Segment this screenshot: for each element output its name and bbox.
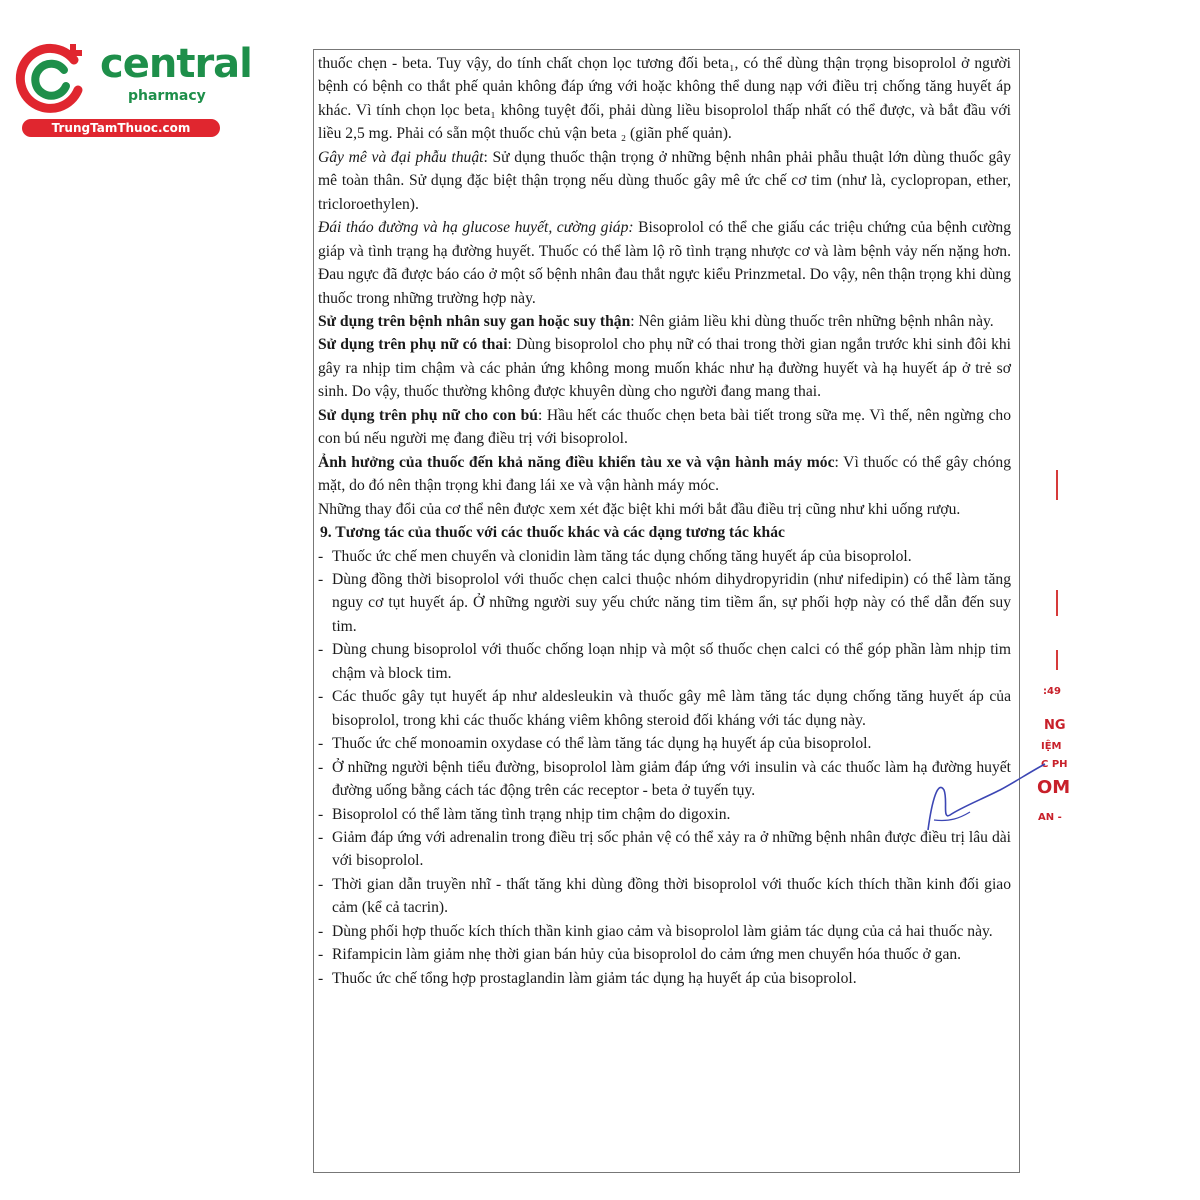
list-item xyxy=(318,967,1011,990)
stamp-edge-mark xyxy=(1056,650,1058,670)
stamp-fragment: IỆM xyxy=(1041,741,1062,752)
list-item-text: Thuốc ức chế monoamin oxydase có thể làm tăng tác dụng hạ huyết áp của bisoprolol. xyxy=(332,735,872,753)
list-item-text: Giảm đáp ứng với adrenalin trong điều trị sốc phản vệ có thể xảy ra ở những bệnh nhân được điều trị lâu dài với bisoprolol. xyxy=(332,828,1011,870)
text-pregnancy: : Dùng bisoprolol cho phụ nữ có thai trong thời gian ngắn trước khi sinh đôi khi gây ra nhịp tim chậm và các phản ứng không mong muốn khác như hạ đường huyết và hạ huyết áp ở trẻ sơ sinh. Do vậy, thuốc thường không được khuyên dùng cho người đang mang thai. xyxy=(318,336,1011,401)
paragraph-pregnancy xyxy=(318,333,1011,403)
dash-bullet: - xyxy=(318,735,324,753)
list-item-text: Dùng phối hợp thuốc kích thích thần kinh giao cảm và bisoprolol làm giảm tác dụng của cả hai thuốc này. xyxy=(332,922,993,940)
dash-bullet: - xyxy=(318,946,324,964)
list-item-text: Rifampicin làm giảm nhẹ thời gian bán hủy của bisoprolol do cảm ứng men chuyển hóa thuốc ở gan. xyxy=(332,946,962,964)
stamp-edge-mark xyxy=(1056,590,1058,616)
text-anesthesia: : Sử dụng thuốc thận trọng ở những bệnh nhân phải phẫu thuật lớn dùng thuốc gây mê toàn thân. Sử dụng đặc biệt thận trọng nếu dùng thuốc gây mê ức chế cơ tim (như là, cyclopropan, ether, tricloroethylen). xyxy=(318,148,1012,213)
dash-bullet: - xyxy=(318,969,324,987)
heading-anesthesia: Gây mê và đại phẫu thuật xyxy=(318,148,484,166)
paragraph-anesthesia xyxy=(318,146,1011,216)
section-heading-interactions: 9. Tương tác của thuốc với các thuốc khác và các dạng tương tác khác xyxy=(320,524,785,542)
central-pharmacy-logo xyxy=(12,36,252,136)
leaflet-page xyxy=(313,49,1020,1173)
stamp-fragment: OM xyxy=(1037,777,1071,798)
stamp-fragment: NG xyxy=(1044,718,1066,733)
list-item-text: Các thuốc gây tụt huyết áp như aldesleukin và thuốc gây mê làm tăng tác dụng chống tăng huyết áp của bisoprolol, trong khi các thuốc kháng viêm không steroid đối kháng với tác dụng này. xyxy=(332,688,1011,729)
logo-wordmark: central xyxy=(100,41,252,87)
heading-breastfeeding: Sử dụng trên phụ nữ cho con bú xyxy=(318,406,538,424)
list-item-text: Bisoprolol có thể làm tăng tình trạng nhịp tim chậm do digoxin. xyxy=(332,805,731,823)
list-item xyxy=(318,943,1011,966)
dash-bullet: - xyxy=(318,641,324,659)
list-item xyxy=(318,756,1011,803)
paragraph-breastfeeding xyxy=(318,404,1011,451)
heading-diabetes: Đái tháo đường và hạ glucose huyết, cường giáp: xyxy=(318,219,634,237)
paragraph-hepatic-renal xyxy=(318,310,1011,333)
list-item xyxy=(318,732,1011,755)
paragraph-driving xyxy=(318,451,1011,498)
list-item-text: Dùng đồng thời bisoprolol với thuốc chẹn calci thuộc nhóm dihydropyridin (như nifedipin) có thể làm tăng nguy cơ tụt huyết áp. Ở những người suy yếu chức năng tim tiềm ẩn, sự phối hợp này có thể dẫn đến suy tim. xyxy=(332,570,1011,635)
list-item-text: Thuốc ức chế men chuyển và clonidin làm tăng tác dụng chống tăng huyết áp của bisoprolol. xyxy=(332,547,912,565)
list-item xyxy=(318,568,1011,638)
stamp-fragment: AN - xyxy=(1038,812,1062,823)
list-item xyxy=(318,803,1011,826)
list-item-text: Ở những người bệnh tiểu đường, bisoprolol làm giảm đáp ứng với insulin và các thuốc làm hạ đường huyết đường uống bằng cách tác động trên các receptor - beta ở tuyến tụy. xyxy=(332,758,1011,800)
list-item xyxy=(318,685,1011,732)
stamp-fragment: :49 xyxy=(1043,686,1061,697)
list-item-text: Dùng chung bisoprolol với thuốc chống loạn nhịp và một số thuốc chẹn calci có thể góp phần làm nhịp tim chậm và block tim. xyxy=(332,641,1011,682)
list-item xyxy=(318,873,1011,920)
text-driving: : Vì thuốc có thể gây chóng mặt, do đó nên thận trọng khi đang lái xe và vận hành máy móc. xyxy=(318,453,1011,495)
dash-bullet: - xyxy=(318,547,324,565)
logo-subtitle: pharmacy xyxy=(128,88,206,104)
logo-url-badge: TrungTamThuoc.com xyxy=(22,119,220,137)
text-breastfeeding: : Hầu hết các thuốc chẹn beta bài tiết trong sữa mẹ. Vì thế, nên ngừng cho con bú nếu người mẹ đang điều trị với bisoprolol. xyxy=(318,406,1011,448)
central-logo-icon xyxy=(12,38,92,118)
text-diabetes: Bisoprolol có thể che giấu các triệu chứng của bệnh cường giáp và tình trạng hạ đường huyết. Thuốc có thể làm lộ rõ tình trạng nhược cơ và làm bệnh vảy nến nặng hơn. Đau ngực đã được báo cáo ở một số bệnh nhân đau thắt ngực kiểu Prinzmetal. Do vậy, nên thận trọng khi dùng thuốc trong những trường hợp này. xyxy=(318,219,1012,307)
dash-bullet: - xyxy=(318,875,324,893)
stamp-edge-mark xyxy=(1056,470,1058,500)
dash-bullet: - xyxy=(318,570,324,588)
list-item xyxy=(318,545,1011,568)
list-item xyxy=(318,920,1011,943)
dash-bullet: - xyxy=(318,805,324,823)
heading-pregnancy: Sử dụng trên phụ nữ có thai xyxy=(318,336,508,354)
heading-hepatic-renal: Sử dụng trên bệnh nhân suy gan hoặc suy thận xyxy=(318,312,631,330)
dash-bullet: - xyxy=(318,688,324,706)
dash-bullet: - xyxy=(318,758,324,776)
paragraph-diabetes xyxy=(318,216,1011,310)
list-item xyxy=(318,826,1011,873)
heading-driving: Ảnh hưởng của thuốc đến khả năng điều khiển tàu xe và vận hành máy móc xyxy=(318,453,835,471)
dash-bullet: - xyxy=(318,922,324,940)
paragraph-bronchospasm: thuốc chẹn - beta. Tuy vậy, do tính chất chọn lọc tương đối beta₁, có thể dùng thận trọng bisoprolol ở người bệnh có bệnh co thắt phế quản không đáp ứng với hoặc không thể dung nạp với điều trị chống tăng huyết áp khác. Vì tính chọn lọc beta₁ không tuyệt đối, phải dùng liều bisoprolol thấp nhất có thể được, và bắt đầu với liều 2,5 mg. Phải có sẵn một thuốc chủ vận beta ₂ (giãn phế quản). xyxy=(318,55,1011,143)
stamp-fragment: C PH xyxy=(1041,759,1068,770)
list-item xyxy=(318,638,1011,685)
dash-bullet: - xyxy=(318,828,324,846)
list-item-text: Thuốc ức chế tổng hợp prostaglandin làm giảm tác dụng hạ huyết áp của bisoprolol. xyxy=(332,969,857,987)
signature-icon xyxy=(920,760,1050,850)
paragraph-alcohol: Những thay đổi của cơ thể nên được xem xét đặc biệt khi mới bắt đầu điều trị cũng như khi uống rượu. xyxy=(318,500,961,518)
text-hepatic-renal: : Nên giảm liều khi dùng thuốc trên những bệnh nhân này. xyxy=(630,312,994,330)
list-item-text: Thời gian dẫn truyền nhĩ - thất tăng khi dùng đồng thời bisoprolol với thuốc kích thích thần kinh đối giao cảm (kể cả tacrin). xyxy=(332,875,1011,917)
